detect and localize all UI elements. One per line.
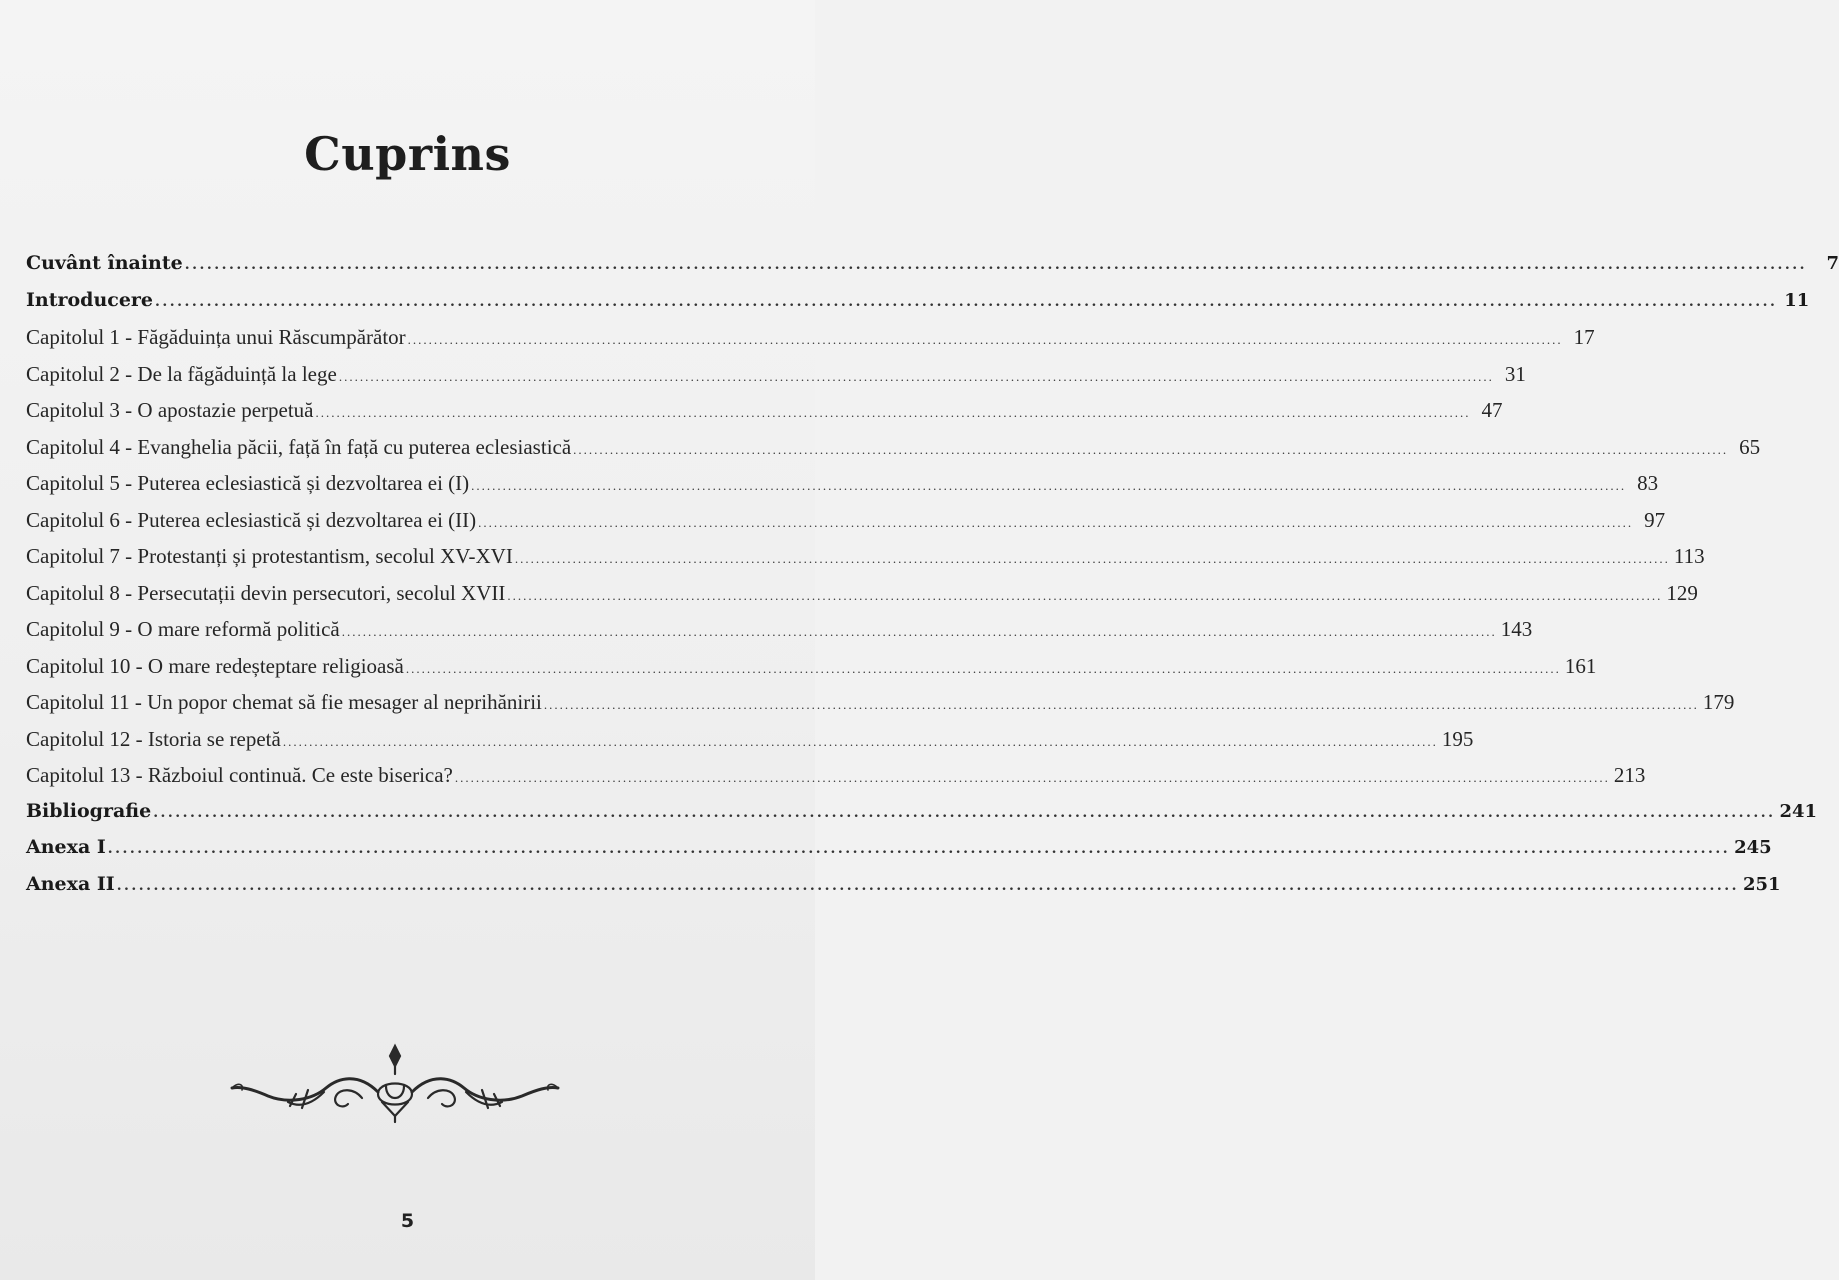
dot-leader: ............................................................................................................................................................................................................................ bbox=[282, 733, 1438, 749]
toc-entry-page: 251 bbox=[1742, 873, 1781, 895]
dot-leader: ............................................................................................................................................................................................................................ bbox=[107, 841, 1731, 857]
toc-entry-page: 179 bbox=[1702, 690, 1735, 714]
toc-entry-label: Capitolul 3 - O apostazie perpetuă bbox=[26, 398, 314, 422]
toc-entry bbox=[26, 544, 1705, 581]
dot-leader: ............................................................................................................................................................................................................................ bbox=[338, 368, 1494, 384]
toc-entry-label: Cuvânt înainte bbox=[26, 252, 183, 274]
flourish-ornament-icon bbox=[228, 1042, 562, 1128]
toc-entry bbox=[26, 507, 1666, 545]
toc-entry bbox=[26, 434, 1761, 472]
toc-entry bbox=[26, 872, 1781, 910]
toc-entry-label: Capitolul 5 - Puterea eclesiastică și dezvoltarea ei (I) bbox=[26, 471, 470, 495]
toc-entry-label: Introducere bbox=[26, 288, 154, 311]
toc-entry-page: 113 bbox=[1673, 544, 1705, 568]
toc-entry bbox=[26, 361, 1526, 399]
toc-entry-label: Capitolul 13 - Războiul continuă. Ce este biserica? bbox=[26, 763, 453, 787]
toc-entry bbox=[26, 325, 1595, 362]
dot-leader: ............................................................................................................................................................................................................................ bbox=[184, 257, 1808, 273]
dot-leader: ............................................................................................................................................................................................................................ bbox=[405, 660, 1561, 676]
toc-entry-label: Capitolul 11 - Un popor chemat să fie mesager al neprihănirii bbox=[26, 690, 542, 714]
toc-entry-label: Capitolul 7 - Protestanți și protestantism, secolul XV-XVI bbox=[26, 544, 513, 568]
toc-entry-page: 11 bbox=[1784, 289, 1810, 311]
toc-entry-label: Capitolul 8 - Persecutații devin persecutori, secolul XVII bbox=[26, 580, 506, 605]
dot-leader: ............................................................................................................................................................................................................................ bbox=[407, 332, 1563, 347]
dot-leader: ............................................................................................................................................................................................................................ bbox=[543, 697, 1699, 712]
dot-leader: ............................................................................................................................................................................................................................ bbox=[471, 478, 1627, 493]
toc-entry-label: Capitolul 4 - Evanghelia păcii, față în față cu puterea eclesiastică bbox=[26, 434, 572, 459]
toc-entry bbox=[26, 726, 1474, 764]
toc-entry bbox=[26, 398, 1503, 435]
toc-entry bbox=[26, 690, 1735, 727]
toc-entry-label: Capitolul 12 - Istoria se repetă bbox=[26, 726, 281, 751]
dot-leader: ............................................................................................................................................................................................................................ bbox=[153, 804, 1776, 821]
dot-leader: ............................................................................................................................................................................................................................ bbox=[507, 587, 1663, 603]
toc-entry-label: Capitolul 9 - O mare reformă politică bbox=[26, 617, 340, 641]
page-title: Cuprins bbox=[304, 126, 511, 181]
dot-leader: ............................................................................................................................................................................................................................ bbox=[116, 877, 1739, 894]
toc-entry bbox=[26, 580, 1698, 618]
toc-entry-label: Capitolul 2 - De la făgăduință la lege bbox=[26, 361, 337, 386]
page-number: 5 bbox=[400, 1210, 415, 1232]
toc-entry-page: 195 bbox=[1441, 726, 1474, 751]
dot-leader: ............................................................................................................................................................................................................................ bbox=[341, 624, 1497, 639]
toc-entry bbox=[26, 799, 1818, 837]
toc-entry-page: 213 bbox=[1613, 763, 1646, 787]
toc-entry-page: 17 bbox=[1573, 325, 1595, 349]
toc-entry bbox=[26, 252, 1839, 289]
toc-entry bbox=[26, 836, 1772, 873]
dot-leader: ............................................................................................................................................................................................................................ bbox=[155, 293, 1778, 310]
dot-leader: ............................................................................................................................................................................................................................ bbox=[514, 551, 1670, 566]
toc-entry-page: 7 bbox=[1826, 253, 1839, 274]
dot-leader: ............................................................................................................................................................................................................................ bbox=[315, 405, 1471, 420]
toc-entry-page: 161 bbox=[1564, 653, 1597, 678]
toc-entry-page: 65 bbox=[1739, 434, 1761, 459]
toc-entry-label: Capitolul 10 - O mare redeșteptare religioasă bbox=[26, 653, 404, 678]
dot-leader: ............................................................................................................................................................................................................................ bbox=[478, 514, 1634, 530]
table-of-contents bbox=[26, 252, 1839, 909]
toc-entry bbox=[26, 763, 1646, 800]
toc-entry bbox=[26, 653, 1597, 691]
toc-entry-page: 245 bbox=[1734, 837, 1772, 858]
toc-entry bbox=[26, 617, 1533, 654]
toc-entry-label: Anexa I bbox=[26, 836, 106, 858]
toc-entry bbox=[26, 288, 1810, 326]
toc-entry-page: 47 bbox=[1481, 398, 1503, 422]
toc-entry-page: 143 bbox=[1500, 617, 1533, 641]
dot-leader: ............................................................................................................................................................................................................................ bbox=[454, 770, 1610, 785]
toc-entry-label: Capitolul 6 - Puterea eclesiastică și dezvoltarea ei (II) bbox=[26, 507, 477, 532]
toc-entry-page: 97 bbox=[1644, 507, 1666, 532]
toc-entry bbox=[26, 471, 1659, 508]
toc-entry-page: 83 bbox=[1637, 471, 1659, 495]
toc-entry-page: 129 bbox=[1666, 580, 1698, 605]
dot-leader: ............................................................................................................................................................................................................................ bbox=[573, 441, 1729, 457]
toc-entry-page: 241 bbox=[1779, 800, 1818, 822]
toc-entry-label: Anexa II bbox=[26, 872, 115, 895]
toc-entry-page: 31 bbox=[1504, 361, 1526, 386]
toc-entry-label: Capitolul 1 - Făgăduința unui Răscumpărător bbox=[26, 325, 406, 349]
toc-entry-label: Bibliografie bbox=[26, 799, 152, 822]
